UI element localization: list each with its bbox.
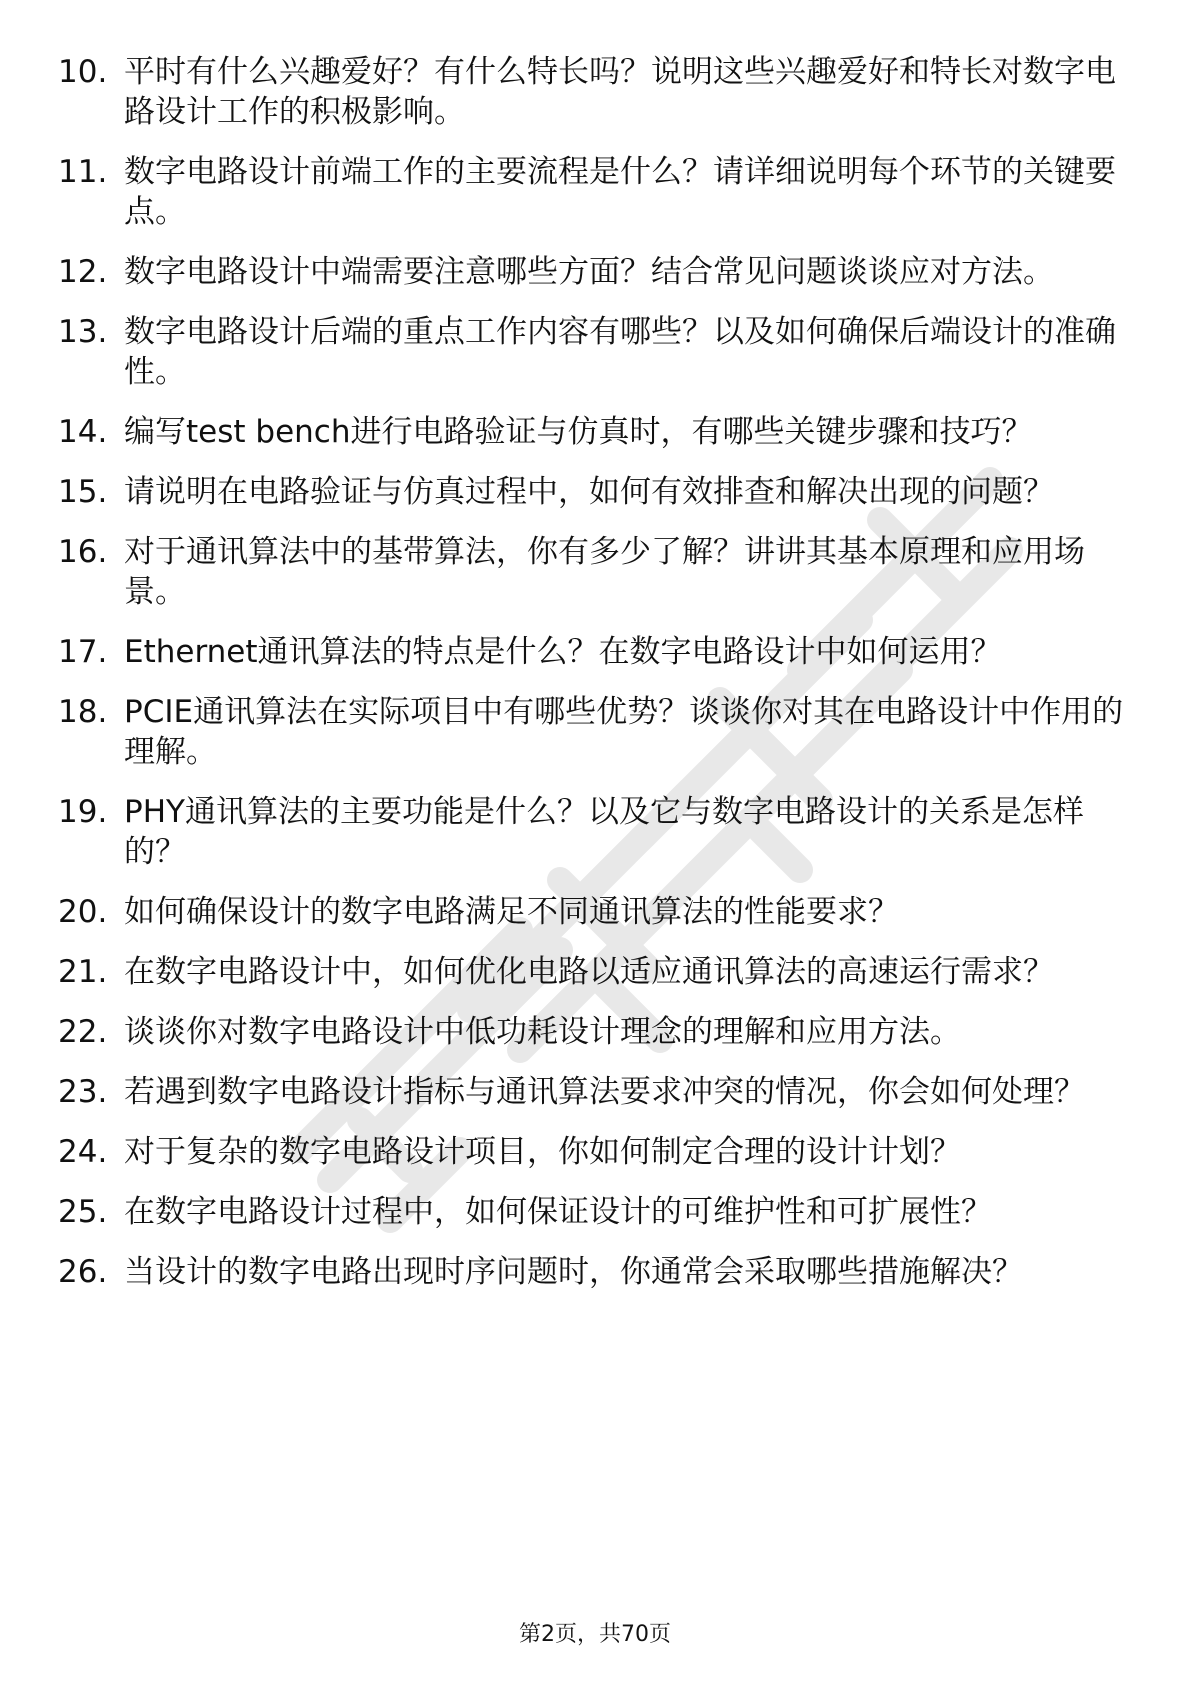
question-text: 请说明在电路验证与仿真过程中，如何有效排查和解决出现的问题？	[124, 474, 1054, 510]
question-number: 15.	[58, 474, 108, 510]
list-item	[58, 472, 1138, 512]
list-item	[58, 412, 1138, 452]
question-text: 编写test bench进行电路验证与仿真时，有哪些关键步骤和技巧？	[124, 414, 1033, 450]
question-text: 谈谈你对数字电路设计中低功耗设计理念的理解和应用方法。	[124, 1014, 961, 1050]
question-text: 在数字电路设计中，如何优化电路以适应通讯算法的高速运行需求？	[124, 954, 1054, 990]
list-item	[58, 952, 1138, 992]
list-item	[58, 1072, 1138, 1112]
question-text: 平时有什么兴趣爱好？有什么特长吗？说明这些兴趣爱好和特长对数字电路设计工作的积极影响。	[124, 54, 1116, 130]
list-item	[58, 1132, 1138, 1172]
question-text: 对于通讯算法中的基带算法，你有多少了解？讲讲其基本原理和应用场景。	[124, 534, 1085, 610]
question-number: 26.	[58, 1254, 108, 1290]
question-text: 对于复杂的数字电路设计项目，你如何制定合理的设计计划？	[124, 1134, 961, 1170]
list-item	[58, 1252, 1138, 1292]
list-item	[58, 692, 1138, 772]
question-text: 数字电路设计中端需要注意哪些方面？结合常见问题谈谈应对方法。	[124, 254, 1054, 290]
question-text: 当设计的数字电路出现时序问题时，你通常会采取哪些措施解决？	[124, 1254, 1023, 1290]
question-number: 23.	[58, 1074, 108, 1110]
question-number: 11.	[58, 154, 108, 190]
question-text: PHY通讯算法的主要功能是什么？以及它与数字电路设计的关系是怎样的？	[124, 794, 1084, 870]
question-number: 16.	[58, 534, 108, 570]
question-number: 20.	[58, 894, 108, 930]
question-text: 若遇到数字电路设计指标与通讯算法要求冲突的情况，你会如何处理？	[124, 1074, 1085, 1110]
question-number: 19.	[58, 794, 108, 830]
list-item	[58, 312, 1138, 392]
question-number: 12.	[58, 254, 108, 290]
question-number: 10.	[58, 54, 108, 90]
question-text: 如何确保设计的数字电路满足不同通讯算法的性能要求？	[124, 894, 899, 930]
question-text: 在数字电路设计过程中，如何保证设计的可维护性和可扩展性？	[124, 1194, 992, 1230]
question-list	[58, 52, 1138, 1312]
list-item	[58, 52, 1138, 132]
question-number: 18.	[58, 694, 108, 730]
question-text: 数字电路设计前端工作的主要流程是什么？请详细说明每个环节的关键要点。	[124, 154, 1116, 230]
list-item	[58, 252, 1138, 292]
list-item	[58, 792, 1138, 872]
list-item	[58, 892, 1138, 932]
list-item	[58, 1012, 1138, 1052]
question-number: 14.	[58, 414, 108, 450]
page-number-footer: 第2页，共70页	[519, 1622, 671, 1647]
question-number: 21.	[58, 954, 108, 990]
question-number: 22.	[58, 1014, 108, 1050]
question-number: 24.	[58, 1134, 108, 1170]
question-text: 数字电路设计后端的重点工作内容有哪些？以及如何确保后端设计的准确性。	[124, 314, 1116, 390]
question-number: 17.	[58, 634, 108, 670]
list-item	[58, 632, 1138, 672]
list-item	[58, 152, 1138, 232]
question-number: 13.	[58, 314, 108, 350]
list-item	[58, 1192, 1138, 1232]
list-item	[58, 532, 1138, 612]
question-text: Ethernet通讯算法的特点是什么？在数字电路设计中如何运用？	[124, 634, 1002, 670]
question-text: PCIE通讯算法在实际项目中有哪些优势？谈谈你对其在电路设计中作用的理解。	[124, 694, 1124, 770]
question-number: 25.	[58, 1194, 108, 1230]
